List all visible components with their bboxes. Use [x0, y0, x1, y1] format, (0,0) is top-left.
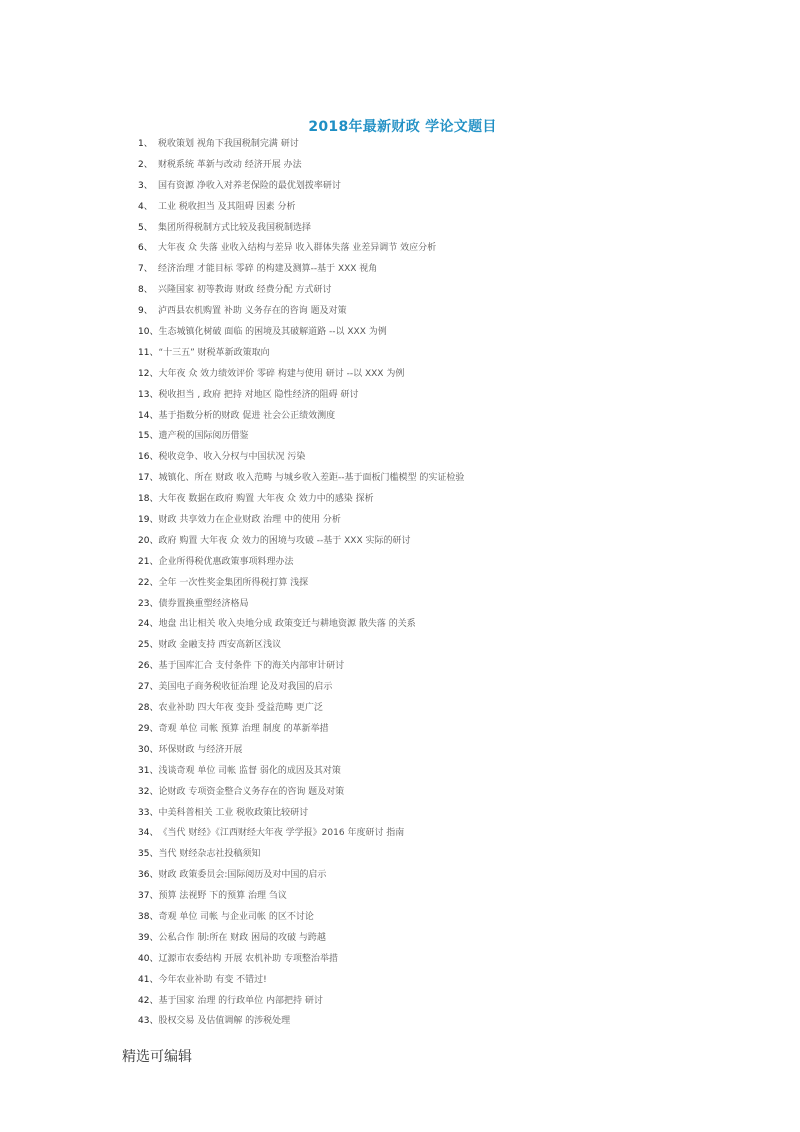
topic-number: 37、 — [138, 891, 159, 902]
topic-text: 大年夜 众 失落 业收入结构与差异 收入群体失落 业差异调节 效应分析 — [158, 243, 437, 254]
list-item — [138, 970, 658, 991]
topic-text: 环保财政 与经济开展 — [158, 744, 243, 755]
topic-number: 28、 — [138, 703, 159, 714]
topic-number: 42、 — [138, 995, 159, 1006]
list-item — [138, 635, 658, 656]
topic-text: 城镇化、所在 财政 收入范畴 与城乡收入差距--基于面板门槛模型 的实证检验 — [158, 473, 465, 484]
topic-list — [138, 134, 658, 1032]
topic-number: 33、 — [138, 807, 159, 818]
topic-number: 36、 — [138, 870, 159, 881]
topic-text: 财政 金融支持 西安高新区浅议 — [158, 640, 282, 651]
topic-text: 兴隆国家 初等教诲 财政 经费分配 方式研讨 — [158, 285, 332, 296]
list-item — [138, 218, 658, 239]
topic-text: 辽源市农委结构 开展 农机补助 专项整治举措 — [158, 953, 339, 964]
topic-number: 4、 — [138, 201, 153, 212]
list-item — [138, 301, 658, 322]
topic-number: 15、 — [138, 431, 159, 442]
topic-text: 财税系统 革新与改动 经济开展 办法 — [158, 159, 302, 170]
topic-text: 奇观 单位 司帐 预算 治理 制度 的革新举措 — [158, 723, 329, 734]
list-item — [138, 155, 658, 176]
topic-number: 41、 — [138, 974, 159, 985]
list-item — [138, 614, 658, 635]
list-item — [138, 510, 658, 531]
topic-text: 农业补助 四大年夜 变卦 受益范畴 更广泛 — [158, 703, 323, 714]
topic-number: 43、 — [138, 1016, 159, 1027]
list-item — [138, 573, 658, 594]
topic-number: 30、 — [138, 744, 159, 755]
topic-text: 工业 税收担当 及其阻碍 因素 分析 — [158, 201, 296, 212]
topic-text: 税收担当 , 政府 把持 对地区 隐性经济的阻碍 研讨 — [158, 389, 359, 400]
list-item — [138, 907, 658, 928]
topic-text: 政府 购置 大年夜 众 效力的困境与攻破 --基于 XXX 实际的研讨 — [158, 535, 411, 546]
topic-number: 25、 — [138, 640, 159, 651]
list-item — [138, 740, 658, 761]
topic-number: 22、 — [138, 577, 159, 588]
topic-number: 2、 — [138, 159, 153, 170]
topic-number: 18、 — [138, 494, 159, 505]
list-item — [138, 322, 658, 343]
list-item — [138, 782, 658, 803]
topic-text: 《当代 财经》《江西财经大年夜 学学报》2016 年度研讨 指南 — [158, 828, 405, 839]
topic-number: 14、 — [138, 410, 159, 421]
topic-number: 17、 — [138, 473, 159, 484]
topic-text: 债券置换重塑经济格局 — [158, 598, 249, 609]
topic-number: 35、 — [138, 849, 159, 860]
list-item — [138, 280, 658, 301]
topic-text: 预算 法视野 下的预算 治理 刍议 — [158, 891, 287, 902]
topic-number: 40、 — [138, 953, 159, 964]
topic-text: 美国电子商务税收征治理 论及对我国的启示 — [158, 682, 333, 693]
list-item — [138, 343, 658, 364]
list-item — [138, 761, 658, 782]
topic-number: 31、 — [138, 765, 159, 776]
document-title: 2018年最新财政 学论文题目 — [308, 119, 497, 135]
topic-number: 20、 — [138, 535, 159, 546]
list-item — [138, 426, 658, 447]
list-item — [138, 197, 658, 218]
list-item — [138, 719, 658, 740]
topic-number: 8、 — [138, 285, 153, 296]
list-item — [138, 406, 658, 427]
topic-text: 奇观 单位 司帐 与企业司帐 的区不讨论 — [158, 911, 314, 922]
list-item — [138, 259, 658, 280]
list-item — [138, 698, 658, 719]
topic-number: 32、 — [138, 786, 159, 797]
topic-text: 全年 一次性奖金集团所得税打算 浅探 — [158, 577, 309, 588]
list-item — [138, 991, 658, 1012]
topic-number: 3、 — [138, 180, 153, 191]
topic-number: 29、 — [138, 723, 159, 734]
topic-text: 股权交易 及估值调解 的涉税处理 — [158, 1016, 291, 1027]
topic-number: 38、 — [138, 911, 159, 922]
topic-text: 地盘 出让相关 收入央地分成 政策变迁与耕地资源 散失落 的关系 — [158, 619, 416, 630]
list-item — [138, 134, 658, 155]
topic-text: 财政 共享效力在企业财政 治理 中的使用 分析 — [158, 515, 341, 526]
topic-number: 11、 — [138, 347, 159, 358]
topic-number: 5、 — [138, 222, 153, 233]
topic-text: 企业所得税优惠政策事项料理办法 — [158, 556, 294, 567]
topic-text: 当代 财经杂志社投稿须知 — [158, 849, 261, 860]
topic-text: 基于国库汇合 支付条件 下的海关内部审计研讨 — [158, 661, 345, 672]
list-item — [138, 803, 658, 824]
topic-text: 遗产税的国际阅历借鉴 — [158, 431, 249, 442]
topic-text: 今年农业补助 有变 不错过! — [158, 974, 267, 985]
list-item — [138, 656, 658, 677]
topic-text: 大年夜 数据在政府 购置 大年夜 众 效力中的感染 探析 — [158, 494, 374, 505]
topic-text: 公私合作 制:所在 财政 困局的攻破 与跨越 — [158, 932, 326, 943]
topic-number: 9、 — [138, 306, 153, 317]
topic-text: 生态城镇化树破 面临 的困境及其破解道路 --以 XXX 为例 — [158, 327, 387, 338]
list-item — [138, 928, 658, 949]
topic-number: 6、 — [138, 243, 153, 254]
list-item — [138, 1011, 658, 1032]
topic-number: 26、 — [138, 661, 159, 672]
list-item — [138, 238, 658, 259]
topic-text: 财政 政策委员会:国际阅历及对中国的启示 — [158, 870, 327, 881]
topic-text: 浅谈奇观 单位 司帐 监督 弱化的成因及其对策 — [158, 765, 341, 776]
list-item — [138, 552, 658, 573]
list-item — [138, 489, 658, 510]
topic-text: 泸西县农机购置 补助 义务存在的咨询 题及对策 — [158, 306, 347, 317]
list-item — [138, 531, 658, 552]
topic-text: 基于指数分析的财政 促进 社会公正绩效测度 — [158, 410, 336, 421]
topic-text: 经济治理 才能目标 零碎 的构建及测算--基于 XXX 视角 — [158, 264, 378, 275]
topic-number: 19、 — [138, 515, 159, 526]
topic-text: 论财政 专项资金整合义务存在的咨询 题及对策 — [158, 786, 345, 797]
topic-text: 集团所得税制方式比较及我国税制选择 — [158, 222, 312, 233]
list-item — [138, 677, 658, 698]
topic-number: 10、 — [138, 327, 159, 338]
list-item — [138, 886, 658, 907]
topic-number: 16、 — [138, 452, 159, 463]
topic-number: 1、 — [138, 139, 153, 149]
topic-text: 国有资源 净收入对养老保险的最优划拨率研讨 — [158, 180, 341, 191]
topic-text: 中美科普相关 工业 税收政策比较研讨 — [158, 807, 309, 818]
topic-text: 大年夜 众 效力绩效评价 零碎 构建与使用 研讨 --以 XXX 为例 — [158, 368, 405, 379]
topic-number: 12、 — [138, 368, 159, 379]
list-item — [138, 176, 658, 197]
topic-number: 34、 — [138, 828, 159, 839]
list-item — [138, 594, 658, 615]
topic-number: 13、 — [138, 389, 159, 400]
topic-text: “十三五” 财税革新政策取向 — [158, 347, 270, 358]
topic-text: 税收竞争、收入分权与中国状况 污染 — [158, 452, 306, 463]
list-item — [138, 823, 658, 844]
topic-text: 税收策划 视角下我国税制完满 研讨 — [158, 139, 299, 149]
list-item — [138, 468, 658, 489]
topic-number: 27、 — [138, 682, 159, 693]
list-item — [138, 447, 658, 468]
footer-note: 精选可编辑 — [122, 1049, 192, 1065]
topic-number: 21、 — [138, 556, 159, 567]
topic-number: 24、 — [138, 619, 159, 630]
topic-number: 7、 — [138, 264, 153, 275]
list-item — [138, 385, 658, 406]
topic-number: 39、 — [138, 932, 159, 943]
list-item — [138, 949, 658, 970]
list-item — [138, 865, 658, 886]
topic-number: 23、 — [138, 598, 159, 609]
topic-text: 基于国家 治理 的行政单位 内部把持 研讨 — [158, 995, 323, 1006]
list-item — [138, 364, 658, 385]
list-item — [138, 844, 658, 865]
